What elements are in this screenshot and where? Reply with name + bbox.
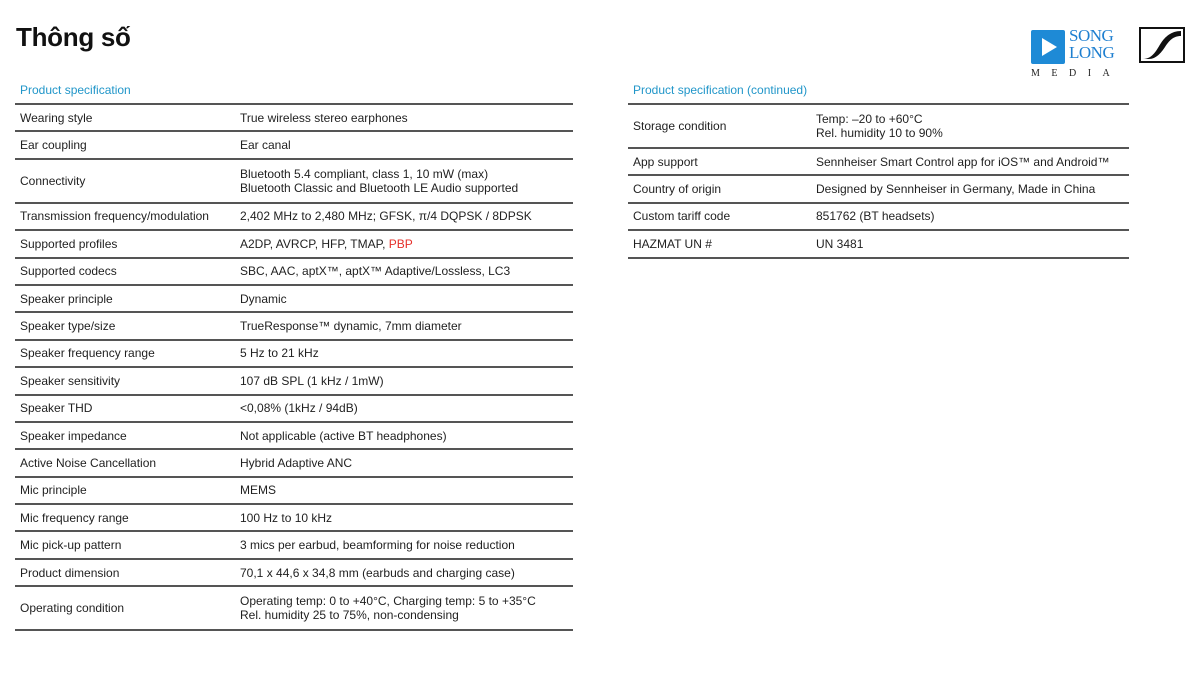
page-title: Thông số — [16, 22, 131, 52]
spec-value — [235, 477, 573, 504]
spec-value — [235, 559, 573, 586]
table-row — [15, 531, 573, 558]
table-row — [628, 203, 1129, 230]
spec-value — [235, 131, 573, 158]
spec-value — [235, 367, 573, 394]
spec-value — [235, 230, 573, 257]
table-row — [15, 504, 573, 531]
table-row — [15, 230, 573, 257]
table-row — [628, 148, 1129, 175]
spec-value — [235, 285, 573, 312]
table-row — [15, 258, 573, 285]
table-row — [15, 159, 573, 203]
spec-label: Speaker frequency range — [15, 340, 235, 367]
spec-label: Custom tariff code — [628, 203, 811, 230]
spec-table — [15, 103, 573, 631]
spec-value — [235, 422, 573, 449]
spec-value — [811, 104, 1129, 148]
sennheiser-logo-icon — [1139, 27, 1185, 63]
spec-value — [235, 340, 573, 367]
spec-value-line: Ear canal — [240, 138, 291, 153]
spec-value-line: TrueResponse™ dynamic, 7mm diameter — [240, 319, 462, 334]
spec-value-line: Rel. humidity 25 to 75%, non-condensing — [240, 608, 459, 623]
spec-label: Supported profiles — [15, 230, 235, 257]
logo-word-long: LONG — [1069, 43, 1115, 62]
spec-label: Speaker THD — [15, 395, 235, 422]
spec-value-line: Operating temp: 0 to +40°C, Charging temp: 5 to +35°C — [240, 594, 536, 609]
table-row — [628, 104, 1129, 148]
table-row — [15, 340, 573, 367]
spec-label: Mic frequency range — [15, 504, 235, 531]
spec-label: HAZMAT UN # — [628, 230, 811, 257]
spec-value — [235, 586, 573, 630]
spec-label: Mic principle — [15, 477, 235, 504]
table-row — [15, 203, 573, 230]
spec-label: Storage condition — [628, 104, 811, 148]
spec-value-line: 3 mics per earbud, beamforming for noise reduction — [240, 538, 515, 553]
table-row — [15, 395, 573, 422]
spec-label: Product dimension — [15, 559, 235, 586]
spec-value — [235, 258, 573, 285]
spec-value — [811, 230, 1129, 257]
spec-label: Operating condition — [15, 586, 235, 630]
logo-word-song: SONG — [1069, 26, 1114, 45]
spec-value-line: MEMS — [240, 483, 276, 498]
spec-value-text: A2DP, AVRCP, HFP, TMAP, — [240, 236, 389, 251]
spec-value — [811, 203, 1129, 230]
spec-value — [811, 148, 1129, 175]
spec-value — [235, 159, 573, 203]
spec-label: Country of origin — [628, 175, 811, 202]
spec-value — [235, 531, 573, 558]
spec-value-line: 100 Hz to 10 kHz — [240, 510, 333, 525]
spec-value-line: Temp: –20 to +60°C — [816, 112, 923, 126]
logo-word-media: MEDIA — [1031, 68, 1122, 79]
table-row — [15, 559, 573, 586]
spec-value-line: Sennheiser Smart Control app for iOS™ and Android™ — [816, 154, 1110, 169]
spec-label: Ear coupling — [15, 131, 235, 158]
spec-value-line: Bluetooth Classic and Bluetooth LE Audio supported — [240, 180, 519, 195]
table-row — [15, 477, 573, 504]
spec-value-line: Hybrid Adaptive ANC — [240, 455, 353, 470]
spec-value-line: Dynamic — [240, 291, 287, 306]
song-long-media-logo — [1031, 27, 1127, 81]
play-icon — [1031, 30, 1065, 64]
spec-value-line: UN 3481 — [816, 236, 864, 251]
spec-value — [235, 203, 573, 230]
spec-value-line: Rel. humidity 10 to 90% — [816, 126, 943, 140]
spec-label: Speaker impedance — [15, 422, 235, 449]
spec-section-right — [628, 82, 1129, 259]
spec-value-line: <0,08% (1kHz / 94dB) — [240, 401, 358, 416]
section-title: Product specification — [20, 83, 131, 97]
spec-value-line: Bluetooth 5.4 compliant, class 1, 10 mW (max) — [240, 166, 489, 181]
spec-value — [235, 395, 573, 422]
spec-label: Speaker principle — [15, 285, 235, 312]
section-title: Product specification (continued) — [633, 83, 808, 97]
spec-label: Mic pick-up pattern — [15, 531, 235, 558]
spec-label: Speaker sensitivity — [15, 367, 235, 394]
table-row — [15, 312, 573, 339]
logo-wordmark — [1069, 27, 1127, 61]
spec-label: Supported codecs — [15, 258, 235, 285]
spec-label: App support — [628, 148, 811, 175]
table-row — [15, 367, 573, 394]
spec-value — [235, 104, 573, 131]
spec-label: Active Noise Cancellation — [15, 449, 235, 476]
spec-table — [628, 103, 1129, 259]
table-row — [15, 586, 573, 630]
spec-value-line: SBC, AAC, aptX™, aptX™ Adaptive/Lossless, LC3 — [240, 264, 511, 279]
spec-value — [235, 504, 573, 531]
table-row — [15, 285, 573, 312]
spec-value-line: Designed by Sennheiser in Germany, Made in China — [816, 182, 1096, 197]
spec-value-line: 2,402 MHz to 2,480 MHz; GFSK, π/4 DQPSK / 8DPSK — [240, 209, 532, 224]
spec-value-line: Not applicable (active BT headphones) — [240, 428, 447, 443]
spec-value-line: True wireless stereo earphones — [240, 110, 408, 125]
spec-label: Connectivity — [15, 159, 235, 203]
spec-value — [235, 449, 573, 476]
spec-section-left — [15, 82, 573, 631]
spec-value-line: 70,1 x 44,6 x 34,8 mm (earbuds and charging case) — [240, 565, 515, 580]
spec-label: Transmission frequency/modulation — [15, 203, 235, 230]
spec-value-line: 107 dB SPL (1 kHz / 1mW) — [240, 373, 384, 388]
table-row — [15, 422, 573, 449]
table-row — [15, 131, 573, 158]
table-row — [15, 104, 573, 131]
table-row — [628, 175, 1129, 202]
spec-value-line: 5 Hz to 21 kHz — [240, 346, 319, 361]
spec-label: Wearing style — [15, 104, 235, 131]
table-row — [15, 449, 573, 476]
spec-value-highlight: PBP — [388, 236, 413, 251]
spec-label: Speaker type/size — [15, 312, 235, 339]
spec-value — [811, 175, 1129, 202]
spec-value — [235, 312, 573, 339]
spec-value-line: 851762 (BT headsets) — [816, 209, 935, 224]
table-row — [628, 230, 1129, 257]
